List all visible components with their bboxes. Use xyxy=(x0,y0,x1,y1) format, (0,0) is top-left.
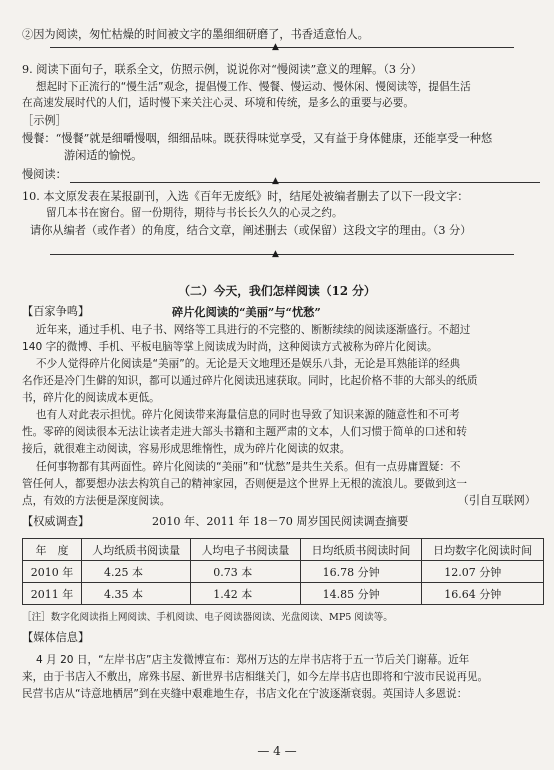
header-ebooks: 人均电子书阅读量 xyxy=(191,539,300,561)
header-paper-time: 日均纸质书阅读时间 xyxy=(300,539,422,561)
debate-p4-l1: 任何事物都有其两面性。碎片化阅读的“美丽”和“忧愁”是共生关系。但有一点毋庸置疑：不 xyxy=(36,461,461,473)
table-row xyxy=(23,561,544,583)
q9-example-line-1: 慢餐：“慢餐”就是细嚼慢咽，细细品味。既获得味觉享受，又有益于身体健康，还能享受一种悠 xyxy=(22,132,493,145)
q8-sentence-2: ②因为阅读，匆忙枯燥的时间被文字的墨细细研磨了，书香适意怡人。 xyxy=(22,28,369,41)
table-header-row xyxy=(23,539,544,561)
q9-answer-prefix: 慢阅读： xyxy=(22,168,67,181)
debate-p3-l1: 也有人对此表示担忧。碎片化阅读带来海量信息的同时也导致了知识来源的随意性和不可考 xyxy=(36,409,460,421)
media-tag: 【媒体信息】 xyxy=(22,631,90,644)
debate-source: （引自互联网） xyxy=(457,494,536,507)
cell-digital-time: 16.64 分钟 xyxy=(422,583,544,605)
q10-answer-triangle: ▲ xyxy=(272,249,279,259)
cell-paper-time: 16.78 分钟 xyxy=(300,561,422,583)
survey-note: ［注］数字化阅读指上网阅读、手机阅读、电子阅读器阅读、光盘阅读、MP5 阅读等。 xyxy=(22,612,393,623)
table-row xyxy=(23,583,544,605)
debate-p3-l3: 接后，就很难主动阅读，容易形成思维惰性，成为碎片化阅读的奴隶。 xyxy=(22,443,351,455)
debate-p2-l3: 书，碎片化的阅读成本更低。 xyxy=(22,392,160,404)
header-paper-books: 人均纸质书阅读量 xyxy=(82,539,191,561)
survey-title: 2010 年、2011 年 18－70 周岁国民阅读调查摘要 xyxy=(152,515,409,528)
survey-tag: 【权威调查】 xyxy=(22,515,90,528)
cell-ebooks: 1.42 本 xyxy=(191,583,300,605)
answer-line xyxy=(50,47,514,48)
cell-digital-time: 12.07 分钟 xyxy=(422,561,544,583)
debate-p2-l2: 名作还是冷门生僻的知识，都可以通过碎片化阅读迅速获取。同时，比起价格不菲的大部头的纸质 xyxy=(22,375,478,387)
q9-stem: 9. 阅读下面句子，联系全文，仿照示例，说说你对“慢阅读”意义的理解。（3 分） xyxy=(22,63,422,76)
cell-paper-books: 4.25 本 xyxy=(82,561,191,583)
q10-stem: 10. 本文原发表在某报副刊，入选《百年无废纸》时，结尾处被编者删去了以下一段文字： xyxy=(22,190,469,203)
page-number: — 4 — xyxy=(257,744,297,758)
header-year: 年 度 xyxy=(23,539,82,561)
debate-p1-l2: 140 字的微博、手机、平板电脑等掌上阅读成为时尚，这种阅读方式被称为碎片化阅读。 xyxy=(22,341,438,353)
q9-example-label: ［示例］ xyxy=(22,114,67,127)
debate-tag: 【百家争鸣】 xyxy=(22,305,90,318)
q9-quote-line-1: 想起时下正流行的“慢生活”观念，提倡慢工作、慢餐、慢运动、慢休闲、慢阅读等，提倡生活 xyxy=(36,81,471,93)
debate-p4-l2: 管任何人，都要想办法去构筑自己的精神家园，否则便是这个世界上无根的流浪儿。要做到这一 xyxy=(22,478,467,490)
debate-p1-l1: 近年来，通过手机、电子书、网络等工具进行的不完整的、断断续续的阅读逐渐盛行。不超过 xyxy=(36,324,471,336)
cell-year: 2010 年 xyxy=(23,561,82,583)
q10-quote: 留几本书在窗台。留一份期待，期待与书长长久久的心灵之约。 xyxy=(46,207,343,219)
survey-table xyxy=(22,538,544,605)
media-line-3: 民营书店从“诗意地栖居”到在夹缝中艰难地生存，书店文化在宁波逐渐衰弱。英国诗人多恩说： xyxy=(22,688,468,700)
q9-answer-line xyxy=(70,182,540,183)
cell-year: 2011 年 xyxy=(23,583,82,605)
q10-answer-line xyxy=(50,254,514,255)
media-line-1: 4 月 20 日，“左岸书店”店主发微博宣布：郑州万达的左岸书店将于五一节后关门谢幕。近年 xyxy=(36,654,470,666)
answer-triangle: ▲ xyxy=(272,42,279,52)
debate-p4-l3: 点，有效的方法便是深度阅读。 xyxy=(22,495,171,507)
debate-p2-l1: 不少人觉得碎片化阅读是“美丽”的。无论是天文地理还是娱乐八卦，无论是耳熟能详的经典 xyxy=(36,358,461,370)
q9-answer-triangle: ▲ xyxy=(272,176,279,186)
cell-paper-books: 4.35 本 xyxy=(82,583,191,605)
media-line-2: 来，由于书店入不敷出，席殊书屋、新世界书店相继关门，如今左岸书店也即将和宁波市民说再见。 xyxy=(22,671,489,683)
cell-paper-time: 14.85 分钟 xyxy=(300,583,422,605)
section-title: （二）今天，我们怎样阅读（12 分） xyxy=(178,284,376,298)
debate-p3-l2: 性。零碎的阅读很本无法让读者走进大部头书籍和主题严肃的文本，人们习惯于简单的口述和转 xyxy=(22,426,467,438)
q10-question: 请你从编者（或作者）的角度，结合文章，阐述删去（或保留）这段文字的理由。（3 分） xyxy=(30,224,472,237)
q9-quote-line-2: 在高速发展时代的人们，适时慢下来关注心灵、环境和传统，是多么的重要与必要。 xyxy=(22,97,414,109)
cell-ebooks: 0.73 本 xyxy=(191,561,300,583)
debate-title: 碎片化阅读的“美丽”与“忧愁” xyxy=(172,305,321,319)
header-digital-time: 日均数字化阅读时间 xyxy=(422,539,544,561)
q9-example-line-2: 游闲适的愉悦。 xyxy=(64,149,143,162)
